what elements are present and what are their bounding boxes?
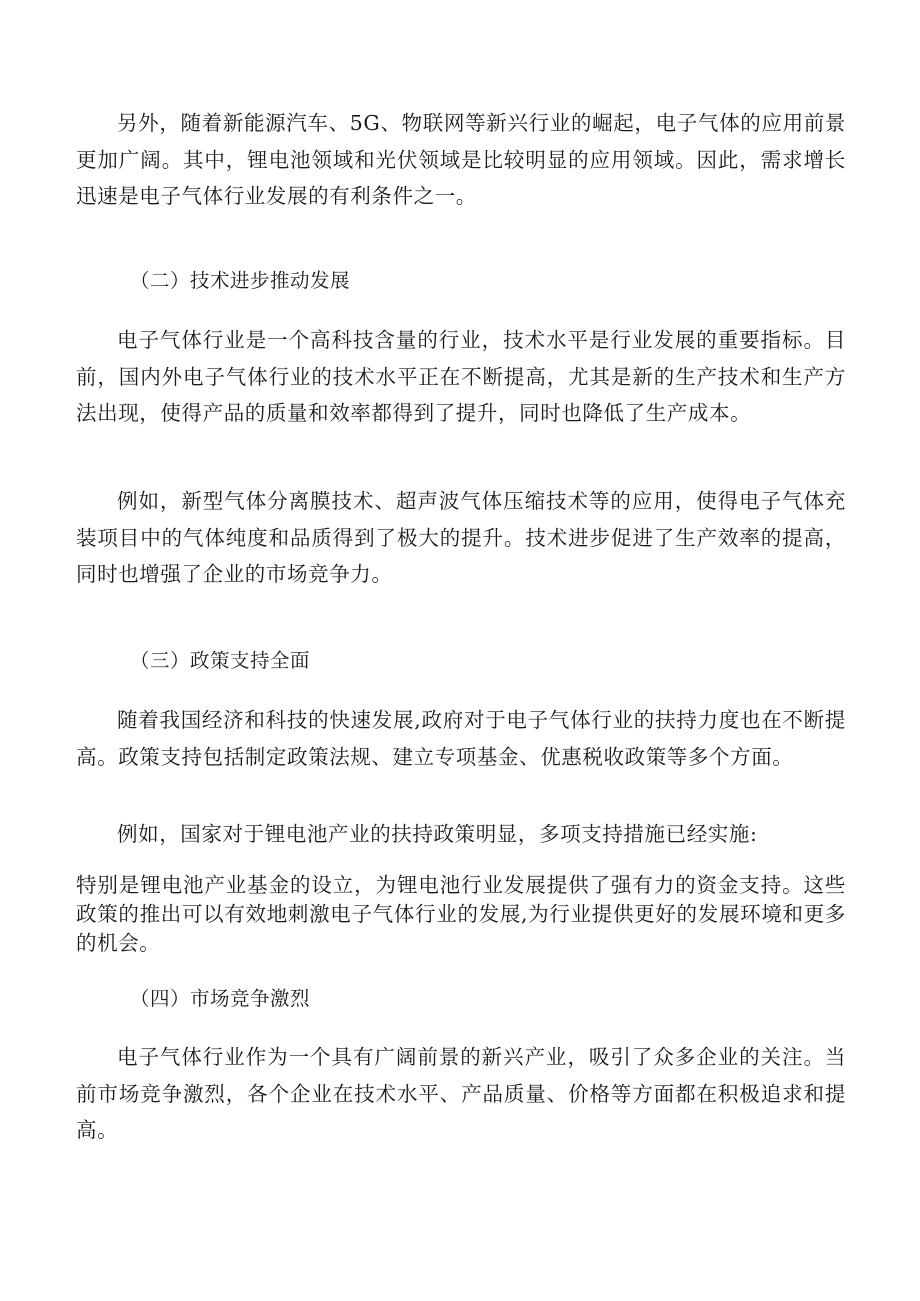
section-heading-technology: （二）技术进步推动发展 [130,269,351,292]
section-heading-policy: （三）政策支持全面 [130,649,311,672]
paragraph-market-competition: 电子气体行业作为一个具有广阔前景的新兴产业，吸引了众多企业的关注。当前市场竞争激烈，各个企业在技术水平、产品质量、价格等方面都在积极追求和提高。 [76,1045,846,1142]
paragraph-demand-growth: 另外，随着新能源汽车、5G、物联网等新兴行业的崛起，电子气体的应用前景更加广阔。其中，锂电池领域和光伏领域是比较明显的应用领域。因此，需求增长迅速是电子气体行业发展的有利条件之一。 [76,111,846,208]
paragraph-lithium-fund: 特别是锂电池产业基金的设立，为锂电池行业发展提供了强有力的资金支持。这些政策的推出可以有效地刺激电子气体行业的发展,为行业提供更好的发展环境和更多的机会。 [76,873,846,955]
section-heading-competition: （四）市场竞争激烈 [130,987,311,1010]
paragraph-technology-example: 例如，新型气体分离膜技术、超声波气体压缩技术等的应用，使得电子气体充装项目中的气体纯度和品质得到了极大的提升。技术进步促进了生产效率的提高，同时也增强了企业的市场竞争力。 [76,489,846,586]
paragraph-policy-example: 例如，国家对于锂电池产业的扶持政策明显，多项支持措施已经实施: [117,822,758,846]
paragraph-policy-support: 随着我国经济和科技的快速发展,政府对于电子气体行业的扶持力度也在不断提高。政策支持包括制定政策法规、建立专项基金、优惠税收政策等多个方面。 [76,708,846,769]
paragraph-technology-level: 电子气体行业是一个高科技含量的行业，技术水平是行业发展的重要指标。目前，国内外电子气体行业的技术水平正在不断提高，尤其是新的生产技术和生产方法出现，使得产品的质量和效率都得到了提升，同时也降低了生产成本。 [76,328,846,425]
